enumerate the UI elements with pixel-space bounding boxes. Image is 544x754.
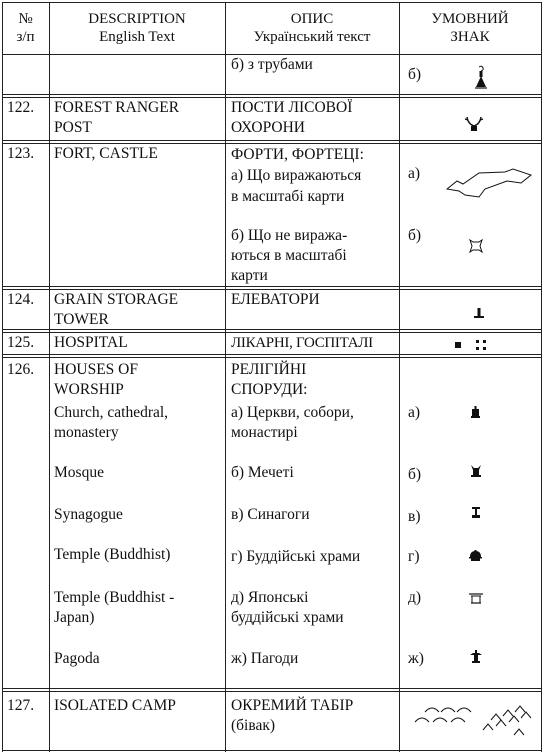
church-symbol-icon [471,406,480,418]
table-border-bottom [2,750,542,751]
row-divider [2,688,542,689]
row-125-uk: ЛІКАРНІ, ГОСПІТАЛІ [231,335,373,351]
row-122-number: 122. [7,99,35,116]
antlers-symbol-icon [464,115,484,133]
worship-item-mark: а) [408,404,421,421]
row-123-uk-b: б) Що не виража- ються в масштабі карти [231,227,348,284]
worship-item-uk: д) Японські буддійські храми [231,589,344,626]
row-124-en: GRAIN STORAGE TOWER [54,291,179,328]
chimney-tower-symbol-icon [474,65,488,93]
legend-table [2,2,542,752]
japanese-temple-symbol-icon [469,593,483,605]
row-122-uk: ПОСТИ ЛІСОВОЇ ОХОРОНИ [231,99,353,136]
camp-tents-symbol-icon [412,702,536,740]
worship-item-mark: д) [408,589,422,606]
header-num: № з/п [16,11,35,45]
small-fort-symbol-icon [468,238,484,254]
hospital-symbol-icon [455,339,489,351]
scaled-fort-outline-symbol-icon [445,167,535,201]
row-123-mark-a: а) [408,165,421,182]
worship-item-mark: б) [408,466,422,483]
continued-mark: б) [408,66,422,83]
worship-item-en: Mosque [54,464,104,481]
row-divider [2,140,542,141]
continued-uk: б) з трубами [231,56,313,73]
row-divider [2,286,542,287]
row-divider [2,94,542,95]
column-divider [399,2,400,752]
row-122-en: FOREST RANGER POST [54,99,180,136]
row-127-en: ISOLATED CAMP [54,697,176,714]
header-znak: УМОВНИЙ ЗНАК [431,11,509,45]
row-123-uk-a: ФОРТИ, ФОРТЕЦІ: а) Що виражаються в масштабі карти [231,146,364,205]
row-125-en: HOSPITAL [54,334,128,351]
worship-item-en: Temple (Buddhist - Japan) [54,589,175,626]
row-123-mark-b: б) [408,227,422,244]
row-divider [2,691,542,692]
worship-item-uk: ж) Пагоди [231,650,299,667]
worship-item-uk: в) Синагоги [231,506,310,523]
worship-item-uk: г) Буддійські храми [231,548,361,565]
grain-tower-symbol-icon [474,308,484,318]
row-126-en-head: HOUSES OF WORSHIP [54,361,138,398]
header-opys: ОПИС Український текст [253,11,371,45]
row-127-number: 127. [7,697,35,714]
row-125-number: 125. [7,334,35,351]
row-divider [2,357,542,358]
worship-item-mark: г) [408,548,420,565]
row-126-uk-head: РЕЛІГІЙНІ СПОРУДИ: [231,361,308,398]
row-123-en: FORT, CASTLE [54,145,158,162]
table-border-top [2,2,542,3]
buddhist-temple-symbol-icon [469,550,482,561]
row-124-uk: ЕЛЕВАТОРИ [231,291,320,308]
worship-item-mark: в) [408,508,421,525]
worship-item-uk: а) Церкви, собори, монастирі [231,404,354,441]
row-127-uk: ОКРЕМИЙ ТАБІР (бівак) [231,697,354,734]
worship-item-en: Synagogue [54,506,123,523]
row-126-number: 126. [7,361,35,378]
row-124-number: 124. [7,291,35,308]
worship-item-mark: ж) [408,650,424,667]
row-123-number: 123. [7,145,35,162]
synagogue-symbol-icon [472,507,480,518]
column-divider [225,2,226,752]
header-description: DESCRIPTION English Text [88,11,186,45]
column-divider [49,2,50,752]
table-border-left [2,2,3,752]
worship-item-en: Pagoda [54,650,100,667]
row-divider [2,354,542,355]
worship-item-uk: б) Мечеті [231,464,294,481]
worship-item-en: Church, cathedral, monastery [54,404,169,441]
pagoda-symbol-icon [470,650,482,664]
mosque-symbol-icon [471,465,481,477]
table-border-right [541,2,542,752]
worship-item-en: Temple (Buddhist) [54,546,171,563]
